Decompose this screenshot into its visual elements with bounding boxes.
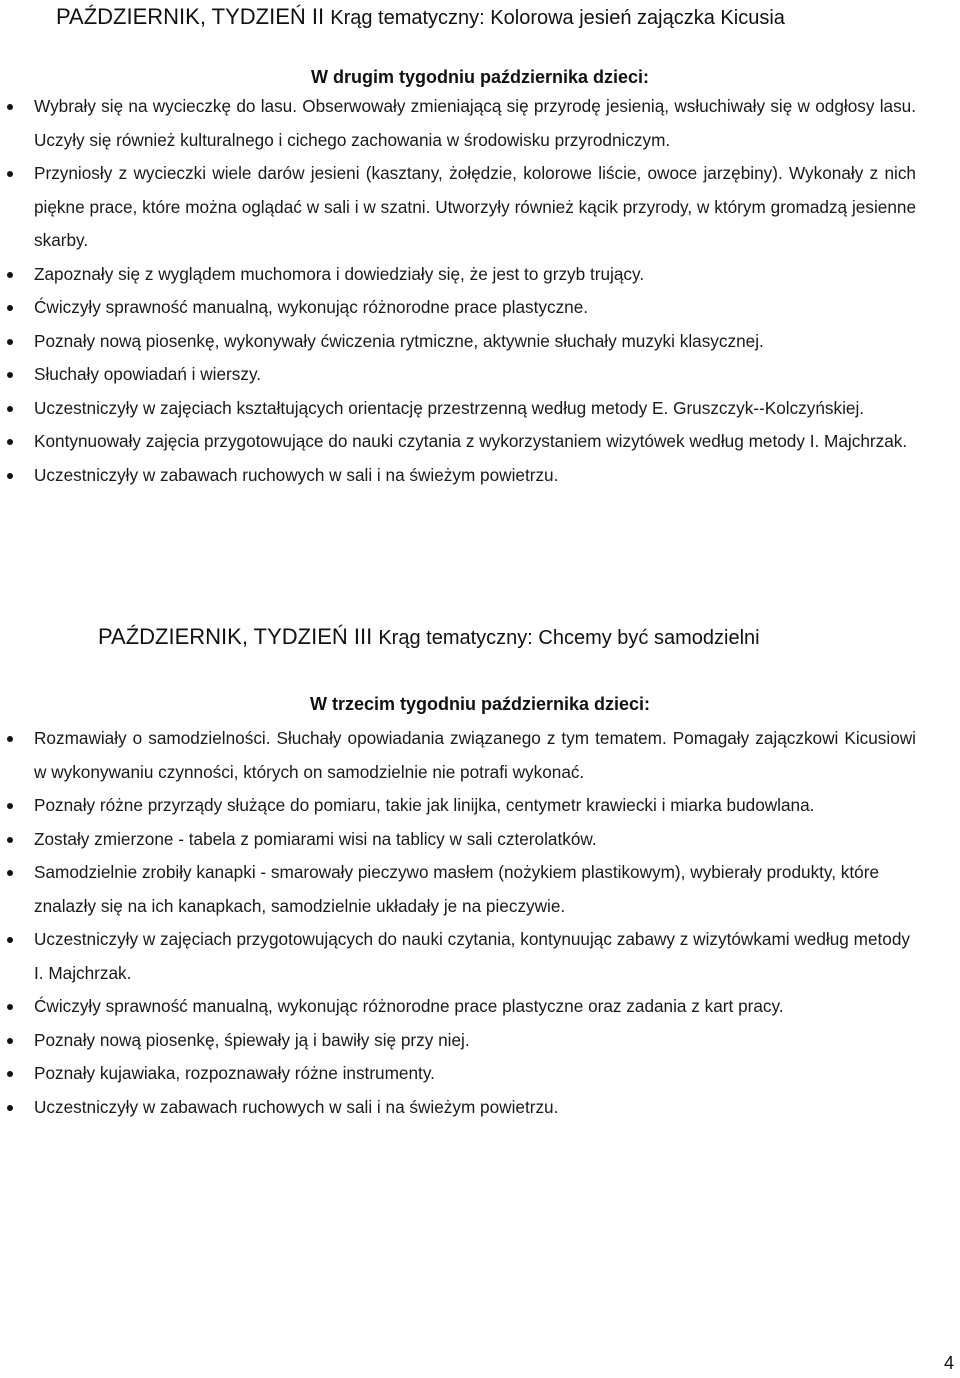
bullet-icon: [7, 803, 13, 809]
list-item-text: Przyniosły z wycieczki wiele darów jesieni (kasztany, żołędzie, kolorowe liście, owoce jarzębiny). Wykonały z nich piękne prace, które można oglądać w sali i w szatni. Utworzyły również kącik przyrody, w którym gromadzą jesienne skarby.: [34, 163, 916, 250]
list-item: [0, 1057, 960, 1091]
list-item: [0, 358, 960, 392]
list-item: [0, 291, 960, 325]
list-item: [0, 258, 960, 292]
bullet-icon: [7, 1071, 13, 1077]
bullet-icon: [7, 473, 13, 479]
list-item-text: Wybrały się na wycieczkę do lasu. Obserwowały zmieniającą się przyrodę jesienią, wsłuchiwały się w odgłosy lasu. Uczyły się również kulturalnego i cichego zachowania w środowisku przyrodniczym.: [34, 96, 916, 150]
list-item-text: Poznały nową piosenkę, wykonywały ćwiczenia rytmiczne, aktywnie słuchały muzyki klasycznej.: [34, 330, 764, 351]
bullet-icon: [7, 372, 13, 378]
list-item: [0, 990, 960, 1024]
bullet-icon: [7, 937, 13, 943]
list-item: [0, 325, 960, 359]
list-item-text: Uczestniczyły w zajęciach kształtujących orientację przestrzenną według metody E. Gruszczyk--Kolczyńskiej.: [34, 397, 865, 418]
list-item-text: Zapoznały się z wyglądem muchomora i dowiedziały się, że jest to grzyb trujący.: [34, 263, 645, 284]
section-2-subtitle: W trzecim tygodniu października dzieci:: [309, 694, 651, 714]
list-item-text: Rozmawiały o samodzielności. Słuchały opowiadania związanego z tym tematem. Pomagały zajączkowi Kicusiowi w wykonywaniu czynności, których on samodzielnie nie potrafi wykonać.: [34, 728, 916, 782]
list-item-text: Ćwiczyły sprawność manualną, wykonując różnorodne prace plastyczne oraz zadania z kart pracy.: [34, 996, 784, 1016]
bullet-icon: [7, 439, 13, 445]
list-item-text: Uczestniczyły w zabawach ruchowych w sali i na świeżym powietrzu.: [34, 464, 559, 485]
list-item-text: Poznały kujawiaka, rozpoznawały różne instrumenty.: [34, 1063, 435, 1083]
list-item-text: Ćwiczyły sprawność manualną, wykonując różnorodne prace plastyczne.: [34, 297, 589, 317]
section-1-theme: Krąg tematyczny: Kolorowa jesień zajączka Kicusia: [330, 7, 785, 29]
list-item-text: Zostały zmierzone - tabela z pomiarami wisi na tablicy w sali czterolatków.: [34, 828, 597, 849]
bullet-icon: [7, 736, 13, 742]
list-item: [0, 856, 960, 923]
list-item-text: Poznały nową piosenkę, śpiewały ją i bawiły się przy niej.: [34, 1029, 470, 1050]
section-2-heading: [98, 622, 760, 653]
bullet-icon: [7, 837, 13, 843]
list-item-text: Uczestniczyły w zabawach ruchowych w sali i na świeżym powietrzu.: [34, 1096, 559, 1117]
list-item: [0, 1091, 960, 1125]
list-item: [0, 1024, 960, 1058]
page-number: 4: [943, 1353, 954, 1373]
list-item-text: Kontynuowały zajęcia przygotowujące do nauki czytania z wykorzystaniem wizytówek według metody I. Majchrzak.: [34, 431, 908, 451]
bullet-icon: [7, 406, 13, 412]
section-2-week: PAŹDZIERNIK, TYDZIEŃ III: [98, 624, 373, 649]
list-item: [0, 923, 960, 990]
bullet-icon: [7, 1038, 13, 1044]
list-item: [0, 90, 960, 157]
list-item: [0, 722, 960, 789]
section-2-list: [0, 722, 960, 1124]
bullet-icon: [7, 1004, 13, 1010]
list-item-text: Słuchały opowiadań i wierszy.: [34, 364, 262, 384]
section-1-subtitle: W drugim tygodniu października dzieci:: [310, 67, 650, 87]
bullet-icon: [7, 870, 13, 876]
list-item-text: Uczestniczyły w zajęciach przygotowujących do nauki czytania, kontynuując zabawy z wizytówkami według metody I. Majchrzak.: [34, 929, 910, 983]
list-item: [0, 425, 960, 459]
bullet-icon: [7, 339, 13, 345]
section-2-theme: Krąg tematyczny: Chcemy być samodzielni: [378, 627, 760, 649]
list-item-text: Poznały różne przyrządy służące do pomiaru, takie jak linijka, centymetr krawiecki i miarka budowlana.: [34, 795, 815, 815]
section-1-week: PAŹDZIERNIK, TYDZIEŃ II: [56, 4, 325, 29]
list-item-text: Samodzielnie zrobiły kanapki - smarowały pieczywo masłem (nożykiem plastikowym), wybierały produkty, które znalazły się na ich kanapkach, samodzielnie układały je na pieczywie.: [34, 862, 880, 916]
section-1-list: [0, 90, 960, 492]
list-item: [0, 459, 960, 493]
bullet-icon: [7, 104, 13, 110]
bullet-icon: [7, 272, 13, 278]
list-item: [0, 789, 960, 823]
bullet-icon: [7, 171, 13, 177]
list-item: [0, 392, 960, 426]
section-1-heading: [56, 2, 785, 33]
list-item: [0, 823, 960, 857]
bullet-icon: [7, 1105, 13, 1111]
bullet-icon: [7, 305, 13, 311]
list-item: [0, 157, 960, 258]
